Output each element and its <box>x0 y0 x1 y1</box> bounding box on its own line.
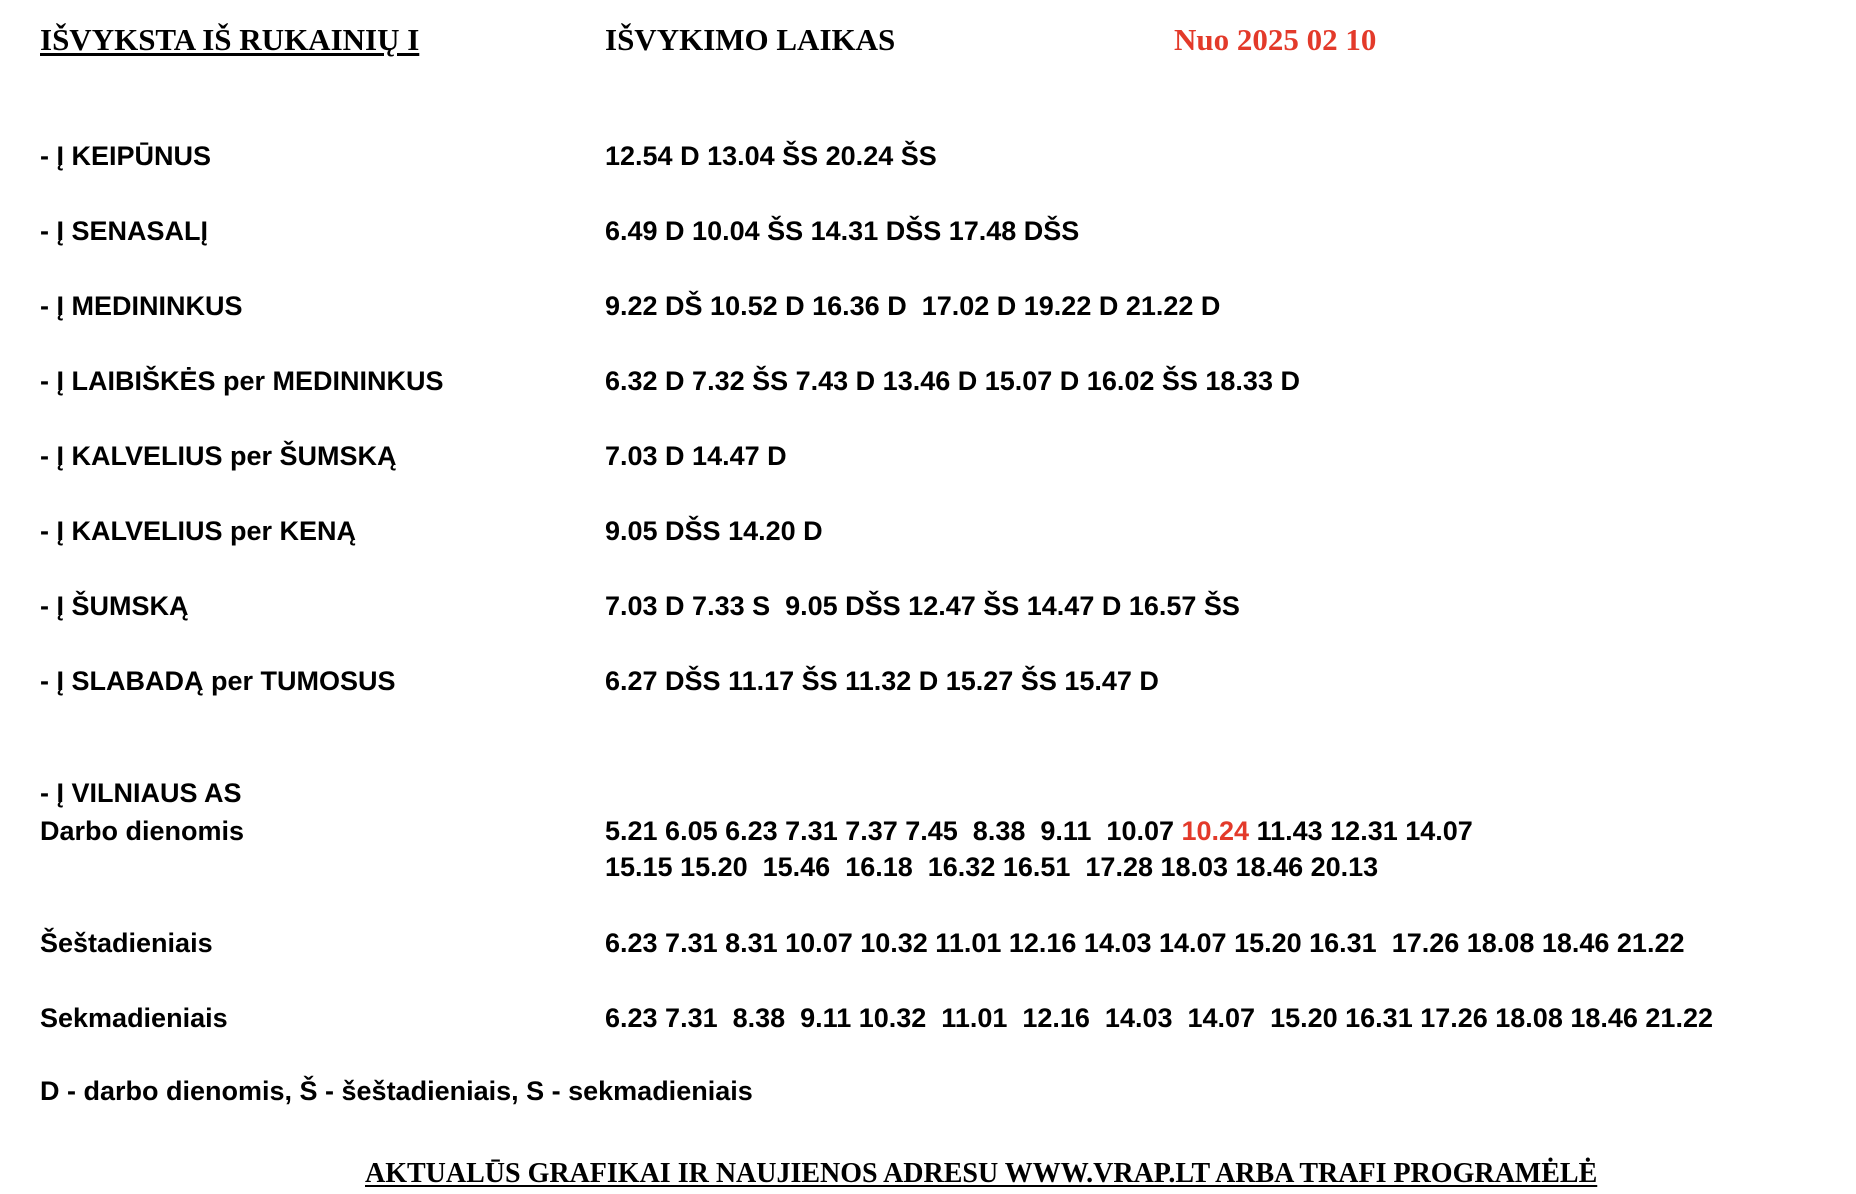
route-times: 7.03 D 14.47 D <box>605 441 787 471</box>
sunday-label: Sekmadieniais <box>40 1003 228 1033</box>
route-times: 12.54 D 13.04 ŠS 20.24 ŠS <box>605 141 937 171</box>
route-destination: - Į SLABADĄ per TUMOSUS <box>40 666 396 696</box>
route-destination: - Į KEIPŪNUS <box>40 141 212 171</box>
route-destination: - Į SENASALĮ <box>40 216 209 246</box>
route-destination: - Į KALVELIUS per KENĄ <box>40 516 357 546</box>
sunday-times: 6.23 7.31 8.38 9.11 10.32 11.01 12.16 14.03 14.07 15.20 16.31 17.26 18.08 18.46 21.22 <box>605 1003 1713 1033</box>
legend-note: D - darbo dienomis, Š - šeštadieniais, S - sekmadieniais <box>40 1076 753 1106</box>
route-destination: - Į LAIBIŠKĖS per MEDININKUS <box>40 366 444 396</box>
saturday-label: Šeštadieniais <box>40 928 213 958</box>
route-times: 7.03 D 7.33 S 9.05 DŠS 12.47 ŠS 14.47 D 16.57 ŠS <box>605 591 1240 621</box>
route-times: 6.27 DŠS 11.17 ŠS 11.32 D 15.27 ŠS 15.47 D <box>605 666 1159 696</box>
workdays-times-part: 5.21 6.05 6.23 7.31 7.37 7.45 8.38 9.11 10.07 <box>605 816 1182 846</box>
workdays-times-line2: 15.15 15.20 15.46 16.18 16.32 16.51 17.28 18.03 18.46 20.13 <box>605 852 1379 882</box>
route-times: 9.22 DŠ 10.52 D 16.36 D 17.02 D 19.22 D 21.22 D <box>605 291 1221 321</box>
highlighted-departure: 10.24 <box>1181 816 1250 846</box>
saturday-times: 6.23 7.31 8.31 10.07 10.32 11.01 12.16 14.03 14.07 15.20 16.31 17.26 18.08 18.46 21.22 <box>605 928 1685 958</box>
route-destination: - Į ŠUMSKĄ <box>40 591 189 621</box>
workdays-times-line1 <box>605 818 1473 845</box>
workdays-label: Darbo dienomis <box>40 816 245 846</box>
vilnius-destination: - Į VILNIAUS AS <box>40 778 242 808</box>
departure-time-header: IŠVYKIMO LAIKAS <box>605 22 896 57</box>
route-times: 6.32 D 7.32 ŠS 7.43 D 13.46 D 15.07 D 16.02 ŠS 18.33 D <box>605 366 1300 396</box>
route-times: 9.05 DŠS 14.20 D <box>605 516 823 546</box>
page-title: IŠVYKSTA IŠ RUKAINIŲ I <box>40 22 420 57</box>
route-destination: - Į KALVELIUS per ŠUMSKĄ <box>40 441 397 471</box>
route-times: 6.49 D 10.04 ŠS 14.31 DŠS 17.48 DŠS <box>605 216 1080 246</box>
footer-notice: AKTUALŪS GRAFIKAI IR NAUJIENOS ADRESU WWW.VRAP.LT ARBA TRAFI PROGRAMĖLĖ <box>365 1158 1598 1189</box>
workdays-times-part: 11.43 12.31 14.07 <box>1249 816 1473 846</box>
route-destination: - Į MEDININKUS <box>40 291 243 321</box>
valid-from-date: Nuo 2025 02 10 <box>1174 22 1377 57</box>
